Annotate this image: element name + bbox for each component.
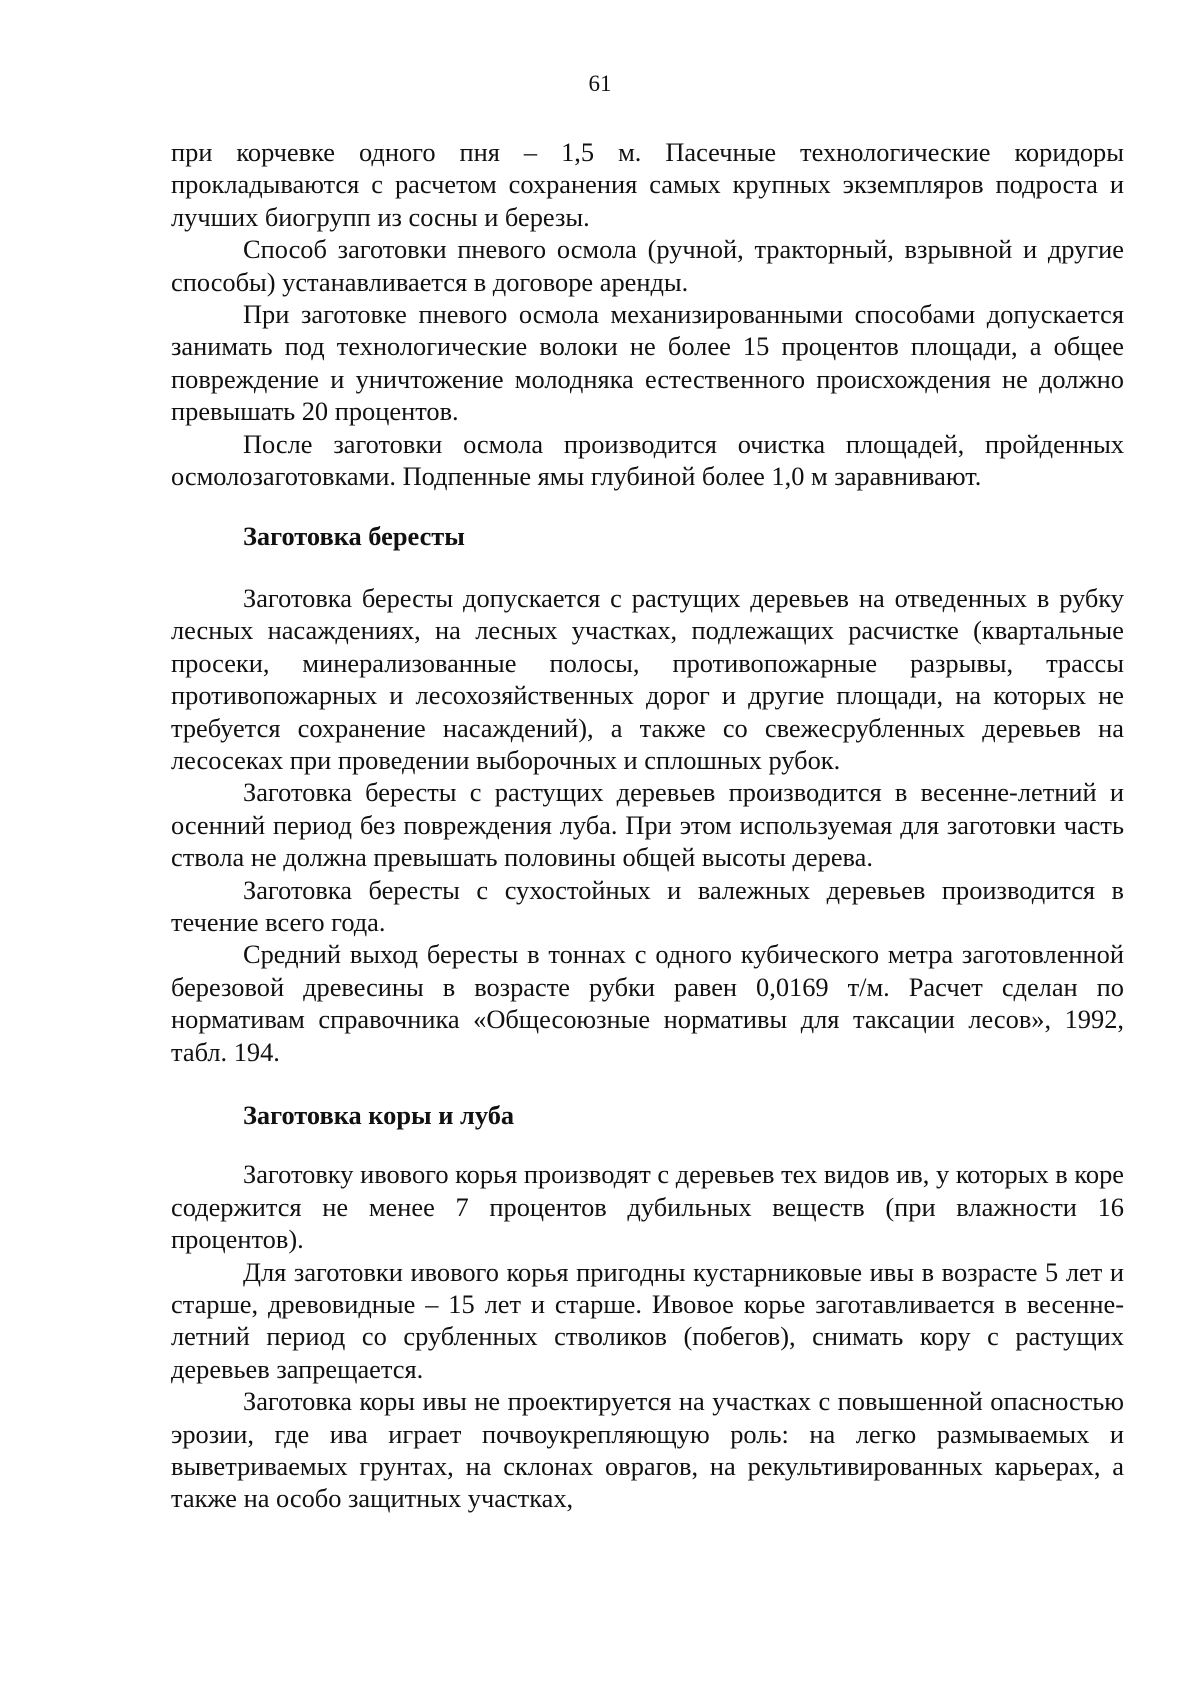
paragraph-sposob-zagotovki: Способ заготовки пневого осмола (ручной, тракторный, взрывной и другие способы) устанавливается в договоре аренды. — [171, 234, 1124, 297]
paragraph-beresta-suhostoynye: Заготовка бересты с сухостойных и валежных деревьев производится в течение всего года. — [171, 874, 1124, 937]
paragraph-kora-ivy-ne-proektiruetsya: Заготовка коры ивы не проектируется на участках с повышенной опасностью эрозии, где ива играет почвоукрепляющую роль: на легко размываемых и выветриваемых грунтах, на склонах оврагов, на рекультивированных карьерах, а также на особо защитных участках, — [171, 1386, 1124, 1514]
paragraph-beresta-vyhod: Средний выход бересты в тоннах с одного кубического метра заготовленной березовой древесины в возрасте рубки равен 0,0169 т/м. Расчет сделан по нормативам справочника «Общесоюзные нормативы для таксации лесов», 1992, табл. 194. — [171, 939, 1124, 1067]
section-heading-kora-luba: Заготовка коры и луба — [243, 1099, 515, 1130]
paragraph-mehanizirovannye: При заготовке пневого осмола механизированными способами допускается занимать под технологические волоки не более 15 процентов площади, а общее повреждение и уничтожение молодняка естественного происхождения не должно превышать 20 процентов. — [171, 299, 1124, 427]
page-number: 61 — [588, 71, 612, 96]
document-body — [171, 136, 1124, 1515]
paragraph-korchevka: при корчевке одного пня – 1,5 м. Пасечные технологические коридоры прокладываются с расчетом сохранения самых крупных экземпляров подроста и лучших биогрупп из сосны и березы. — [171, 137, 1124, 232]
section-heading-beresta: Заготовка бересты — [243, 521, 465, 552]
paragraph-beresta-dopuskaetsya: Заготовка бересты допускается с растущих деревьев на отведенных в рубку лесных насаждениях, на лесных участках, подлежащих расчистке (квартальные просеки, минерализованные полосы, противопожарные разрывы, трассы противопожарных и лесохозяйственных дорог и другие площади, на которых не требуется сохранение насаждений), а также со свежесрубленных деревьев на лесосеках при проведении выборочных и сплошных рубок. — [171, 582, 1124, 775]
paragraph-ochistka: После заготовки осмола производится очистка площадей, пройденных осмолозаготовками. Подпенные ямы глубиной более 1,0 м заравнивают. — [171, 428, 1124, 492]
paragraph-beresta-rastushchie: Заготовка бересты с растущих деревьев производится в весенне-летний и осенний период без повреждения луба. При этом используемая для заготовки часть ствола не должна превышать половины общей высоты дерева. — [171, 777, 1124, 873]
paragraph-prigodny-ivy: Для заготовки ивового корья пригодны кустарниковые ивы в возрасте 5 лет и старше, древовидные – 15 лет и старше. Ивовое корье заготавливается в весенне-летний период со срубленных стволиков (побегов), снимать кору с растущих деревьев запрещается. — [171, 1256, 1124, 1384]
paragraph-ivovoe-korye: Заготовку ивового корья производят с деревьев тех видов ив, у которых в коре содержится не менее 7 процентов дубильных веществ (при влажности 16 процентов). — [171, 1159, 1124, 1255]
